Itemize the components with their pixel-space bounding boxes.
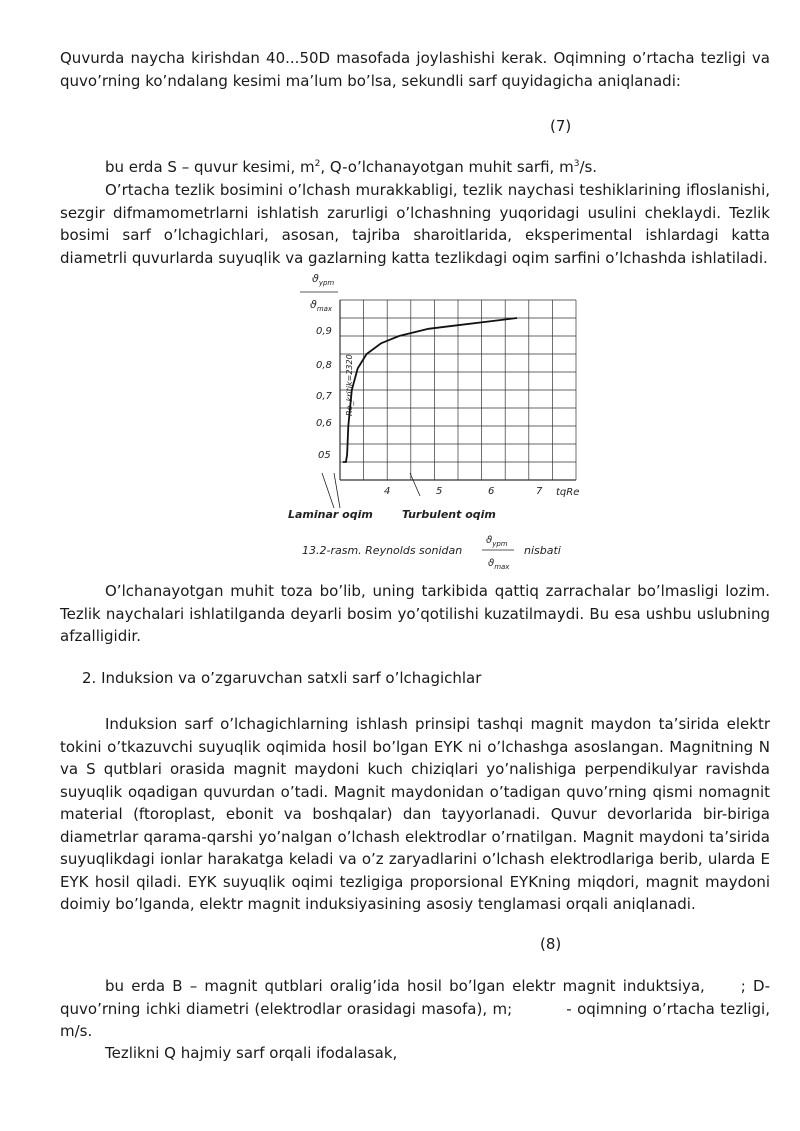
x-tick-label: 7 xyxy=(536,486,543,497)
y-label-denominator: $ϑ_{max}$ xyxy=(310,298,333,313)
laminar-pointer xyxy=(334,473,340,508)
caption-fraction-numerator: $ϑ_{ypm}$ xyxy=(486,535,508,548)
equation-number-7: (7) xyxy=(550,117,572,135)
paragraph-induction: Induksion sarf o’lchagichlarning ishlash prinsipi tashqi magnit maydon ta’sirida elektr tokini o’tkazuvchi suyuqlik oqimida hosil bo’lgan EYK ni o’lchashga asoslangan. Magnitning N va S qutblari orasida magnit maydoni kuch chiziqlari yo’nalishiga perpendikulyar ravishda suyuqlik oqadigan quvurdan o’tadi. Magnit maydonidan o’tadigan quvo’rning qismi nomagnit material (ftoroplast, ebonit va boshqalar) dan tayyorlanadi. Quvur devorlarida bir-biriga diametrlar qarama-qarshi yo’nalgan o’lchash elektrodlar o’rnatilgan. Magnit maydoni ta’sirida suyuqlikdagi ionlar harakatga keladi va o’z zaryadlarini o’lchash elektrodlariga berib, ularda E EYK hosil qiladi. EYK suyuqlik oqimi tezligiga proporsional EYKning miqdori, magnit maydoni doimiy bo’lganda, elektr magnit induksiyasining asosiy tenglamasi orqali aniqlanadi. xyxy=(60,715,770,913)
x-tick-label: 4 xyxy=(384,486,391,497)
paragraph-clean-medium: O’lchanayotgan muhit toza bo’lib, uning tarkibida qattiq zarrachalar bo’lmasligi lozim. Tezlik naychalari ishlatilganda deyarli bosim yo’qotilishi kuzatilmaydi. Bu esa ushbu uslubning afzalligidir. xyxy=(60,582,770,645)
paragraph-intro: Quvurda naycha kirishdan 40...50D masofada joylashishi kerak. Oqimning o’rtacha tezligi va quvo’rning ko’ndalang kesimi ma’lum bo’lsa, sekundli sarf quyidagicha aniqlanadi: xyxy=(60,49,770,90)
figure-caption-suffix: nisbati xyxy=(524,544,561,557)
turbulent-pointer xyxy=(410,473,420,496)
section-heading: 2. Induksion va o’zgaruvchan satxli sarf o’lchagichlar xyxy=(82,669,482,687)
paragraph-velocity-via-q: Tezlikni Q hajmiy sarf orqali ifodalasak, xyxy=(105,1044,398,1062)
y-label-numerator: $ϑ_{ypm}$ xyxy=(312,272,335,287)
x-tick-label: 6 xyxy=(488,486,495,497)
laminar-pointer xyxy=(322,473,334,508)
chart-grid xyxy=(340,300,576,480)
y-tick-label: 05 xyxy=(318,450,331,461)
y-tick-label: 0,8 xyxy=(316,360,332,371)
figure-caption-prefix: 13.2-rasm. Reynolds sonidan xyxy=(302,544,463,557)
x-axis-label: tqRe xyxy=(556,487,580,498)
paragraph-where-b: bu erda B – magnit qutblari oralig’ida hosil bo’lgan elektr magnit induktsiya, ; D-quvo’rning ichki diametri (elektrodlar orasidagi masofa), m; - oqimning o’rtacha tezligi, m/s. xyxy=(60,977,775,1040)
critical-re-label: Re_kritik=2320 xyxy=(345,354,354,416)
y-tick-label: 0,7 xyxy=(316,391,332,402)
figure-reynolds-chart xyxy=(260,268,600,578)
y-tick-label: 0,9 xyxy=(316,326,332,337)
equation-number-8: (8) xyxy=(540,935,562,953)
paragraph-where: bu erda S – quvur kesimi, $m^2$, Q-o’lchanayotgan muhit sarfi, $m^3/s$. xyxy=(105,158,598,176)
x-tick-label: 5 xyxy=(436,486,443,497)
turbulent-label: Turbulent oqim xyxy=(402,508,496,521)
caption-fraction-denominator: $ϑ_{max}$ xyxy=(488,558,510,571)
paragraph-velocity-pressure: O’rtacha tezlik bosimini o’lchash murakkabligi, tezlik naychasi teshiklarining ifloslanishi, sezgir difmamometrlarni ishlatish zarurligi o’lchashning yuqoridagi usulini cheklaydi. Tezlik bosimi sarf o’lchagichlari, asosan, tajriba sharoitlarida, eksperimental ishlardagi katta diametrli quvurlarda suyuqlik va gazlarning katta tezlikdagi oqim sarfini o’lchashda ishlatiladi. xyxy=(60,181,770,267)
y-tick-label: 0,6 xyxy=(316,418,332,429)
laminar-label: Laminar oqim xyxy=(288,508,373,521)
